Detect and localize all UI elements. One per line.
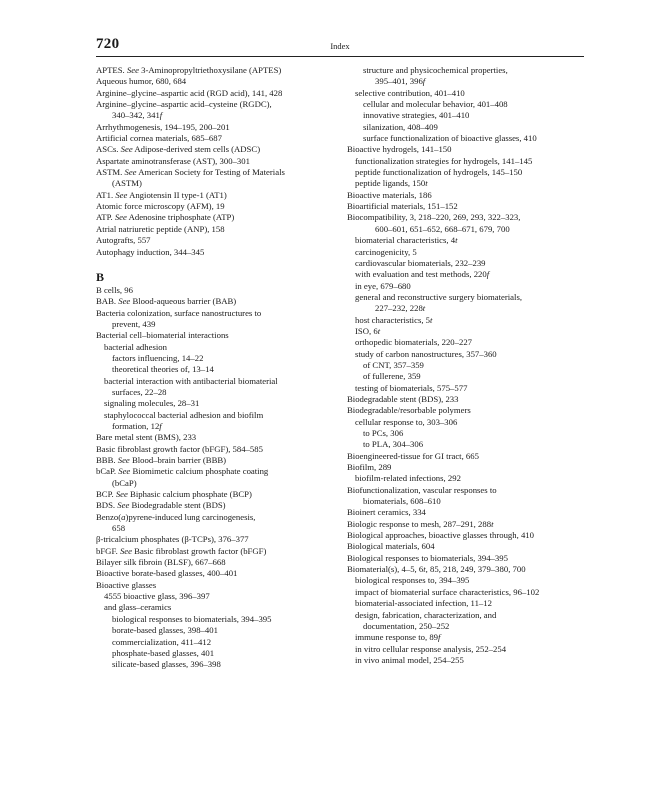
index-subsubentry: cellular and molecular behavior, 401–408 [363, 99, 508, 110]
index-subsubentry: silicate-based glasses, 396–398 [112, 659, 221, 670]
index-entry: Aqueous humor, 680, 684 [96, 76, 187, 87]
header-rule [96, 56, 584, 57]
index-entry: AT1. See Angiotensin II type-1 (AT1) [96, 189, 227, 200]
index-subsubentry: to PCs, 306 [363, 428, 404, 438]
index-entry-cont: 395–401, 396f [375, 76, 426, 87]
index-entry: ASCs. See Adipose-derived stem cells (ADSC) [96, 144, 261, 155]
index-entry-cont: documentation, 250–252 [363, 620, 450, 631]
index-entry: Autografts, 557 [96, 235, 151, 246]
index-subsubentry: commercialization, 411–412 [112, 636, 212, 647]
index-subentry: in vivo animal model, 254–255 [355, 654, 464, 665]
index-subentry: selective contribution, 401–410 [355, 87, 465, 98]
index-entry: B cells, 96 [96, 284, 133, 295]
index-subentry: study of carbon nanostructures, 357–360 [355, 348, 497, 359]
index-entry: bCaP. See Biomimetic calcium phosphate coating [96, 466, 269, 477]
index-entry: bFGF. See Basic fibroblast growth factor (bFGF) [96, 545, 267, 556]
right-column [347, 65, 589, 666]
index-entry: Atomic force microscopy (AFM), 19 [96, 201, 225, 212]
index-subsubentry: structure and physicochemical properties, [363, 65, 508, 75]
index-subentry: in eye, 679–680 [355, 280, 411, 291]
index-subsubentry: innovative strategies, 401–410 [363, 110, 470, 121]
index-subentry: cellular response to, 303–306 [355, 416, 458, 427]
left-column [96, 65, 338, 671]
index-subentry: cardiovascular biomaterials, 232–239 [355, 257, 486, 268]
index-entry: BDS. See Biodegradable stent (BDS) [96, 500, 226, 511]
page-number: 720 [96, 36, 120, 52]
index-entry: Biological materials, 604 [347, 541, 435, 552]
index-subentry: bacterial interaction with antibacterial biomaterial [104, 375, 278, 386]
index-entry: Artificial cornea materials, 685–687 [96, 133, 222, 144]
index-entry: Biological responses to biomaterials, 394–395 [347, 552, 508, 563]
index-subentry: biological responses to, 394–395 [355, 575, 470, 586]
index-entry: Biodegradable/resorbable polymers [347, 405, 471, 416]
index-subentry: orthopedic biomaterials, 220–227 [355, 337, 473, 348]
index-entry: Bioengineered-tissue for GI tract, 665 [347, 450, 479, 461]
index-subentry: general and reconstructive surgery biomaterials, [355, 291, 523, 302]
index-entry: Biodegradable stent (BDS), 233 [347, 393, 459, 404]
index-entry-cont: biomaterials, 608–610 [363, 496, 441, 507]
index-subsubentry: of fullerene, 359 [363, 371, 421, 382]
index-entry: Biocompatibility, 3, 218–220, 269, 293, 322–323, [347, 212, 521, 223]
index-subsubentry: of CNT, 357–359 [363, 359, 424, 370]
index-subsubentry: silanization, 408–409 [363, 121, 438, 132]
index-subentry: host characteristics, 5t [355, 314, 433, 325]
index-subentry: design, fabrication, characterization, and [355, 609, 497, 620]
index-subsubentry: theoretical theories of, 13–14 [112, 364, 214, 375]
index-subentry: ISO, 6t [355, 325, 381, 336]
index-entry: Bacteria colonization, surface nanostructures to [96, 307, 262, 318]
index-entry-cont: formation, 12f [112, 420, 162, 431]
index-entry: Benzo(a)pyrene-induced lung carcinogenesis, [96, 511, 256, 522]
index-subsubentry: phosphate-based glasses, 401 [112, 647, 215, 658]
index-entry: Bioactive glasses [96, 579, 157, 590]
index-entry-cont: (bCaP) [112, 477, 137, 488]
index-entry: Biofunctionalization, vascular responses to [347, 484, 497, 495]
index-entry: BAB. See Blood-aqueous barrier (BAB) [96, 296, 237, 307]
index-entry: Basic fibroblast growth factor (bFGF), 584–585 [96, 443, 263, 454]
index-subsubentry: to PLA, 304–306 [363, 439, 424, 450]
index-subentry: and glass–ceramics [104, 602, 172, 613]
index-entry: Bioactive borate-based glasses, 400–401 [96, 568, 238, 579]
index-subentry: 4555 bioactive glass, 396–397 [104, 591, 210, 602]
index-subentry: with evaluation and test methods, 220f [355, 269, 490, 280]
index-entry-cont: 340–342, 341f [112, 110, 163, 121]
index-subentry: testing of biomaterials, 575–577 [355, 382, 468, 393]
index-entry: Arrhythmogenesis, 194–195, 200–201 [96, 121, 230, 132]
index-subsubentry: borate-based glasses, 398–401 [112, 625, 218, 636]
section-letter-b: B [96, 269, 105, 284]
index-entry: Biologic response to mesh, 287–291, 288t [347, 518, 494, 529]
index-entry: APTES. See 3-Aminopropyltriethoxysilane (APTES) [96, 65, 282, 75]
index-entry-cont: surfaces, 22–28 [112, 386, 167, 397]
index-subentry: staphylococcal bacterial adhesion and biofilm [104, 409, 264, 420]
index-entry: Biomaterial(s), 4–5, 6t, 85, 218, 249, 379–380, 700 [347, 564, 526, 575]
index-entry: Bioactive hydrogels, 141–150 [347, 144, 452, 155]
index-entry: Arginine–glycine–aspartic acid–cysteine (RGDC), [96, 99, 272, 110]
index-entry: BBB. See Blood–brain barrier (BBB) [96, 455, 227, 465]
index-entry: Bioartificial materials, 151–152 [347, 201, 458, 212]
index-entry: Aspartate aminotransferase (AST), 300–301 [96, 155, 250, 166]
index-entry-cont: (ASTM) [112, 178, 142, 189]
index-entry: Bilayer silk fibroin (BLSF), 667–668 [96, 557, 226, 568]
index-subentry: biomaterial characteristics, 4t [355, 235, 458, 246]
index-entry: β-tricalcium phosphates (β-TCPs), 376–377 [96, 534, 249, 545]
index-entry: ATP. See Adenosine triphosphate (ATP) [96, 212, 235, 223]
index-subsubentry: biological responses to biomaterials, 394–395 [112, 613, 272, 624]
index-subsubentry: factors influencing, 14–22 [112, 352, 204, 363]
index-entry: Autophagy induction, 344–345 [96, 246, 205, 257]
index-subentry: peptide ligands, 150t [355, 178, 428, 189]
index-entry-cont: 658 [112, 523, 126, 534]
index-entry-cont: 600–601, 651–652, 668–671, 679, 700 [375, 223, 510, 234]
index-entry-cont: prevent, 439 [112, 318, 156, 329]
index-entry: Biological approaches, bioactive glasses through, 410 [347, 530, 534, 541]
index-entry: ASTM. See American Society for Testing of Materials [96, 167, 285, 178]
index-subentry: biofilm-related infections, 292 [355, 473, 461, 484]
index-entry: Biofilm, 289 [347, 462, 392, 473]
index-subentry: carcinogenicity, 5 [355, 246, 417, 257]
index-subentry: immune response to, 89f [355, 632, 441, 643]
index-subentry: in vitro cellular response analysis, 252–254 [355, 643, 507, 654]
index-entry: Arginine–glycine–aspartic acid (RGD acid), 141, 428 [96, 87, 283, 98]
index-entry: Bioactive materials, 186 [347, 189, 432, 200]
index-entry: Bare metal stent (BMS), 233 [96, 432, 197, 443]
index-entry: Bacterial cell–biomaterial interactions [96, 330, 229, 341]
index-entry: Atrial natriuretic peptide (ANP), 158 [96, 223, 225, 234]
index-subentry: functionalization strategies for hydrogels, 141–145 [355, 155, 533, 166]
index-subentry: impact of biomaterial surface characteristics, 96–102 [355, 586, 540, 597]
index-entry: BCP. See Biphasic calcium phosphate (BCP) [96, 489, 252, 500]
running-title: Index [330, 41, 350, 51]
index-entry: Bioinert ceramics, 334 [347, 507, 426, 518]
index-entry-cont: 227–232, 228t [375, 303, 426, 314]
index-subsubentry: surface functionalization of bioactive glasses, 410 [363, 133, 537, 144]
index-subentry: signaling molecules, 28–31 [104, 398, 200, 409]
index-subentry: bacterial adhesion [104, 341, 167, 352]
index-subentry: peptide functionalization of hydrogels, 145–150 [355, 167, 523, 178]
index-subentry: biomaterial-associated infection, 11–12 [355, 598, 492, 609]
